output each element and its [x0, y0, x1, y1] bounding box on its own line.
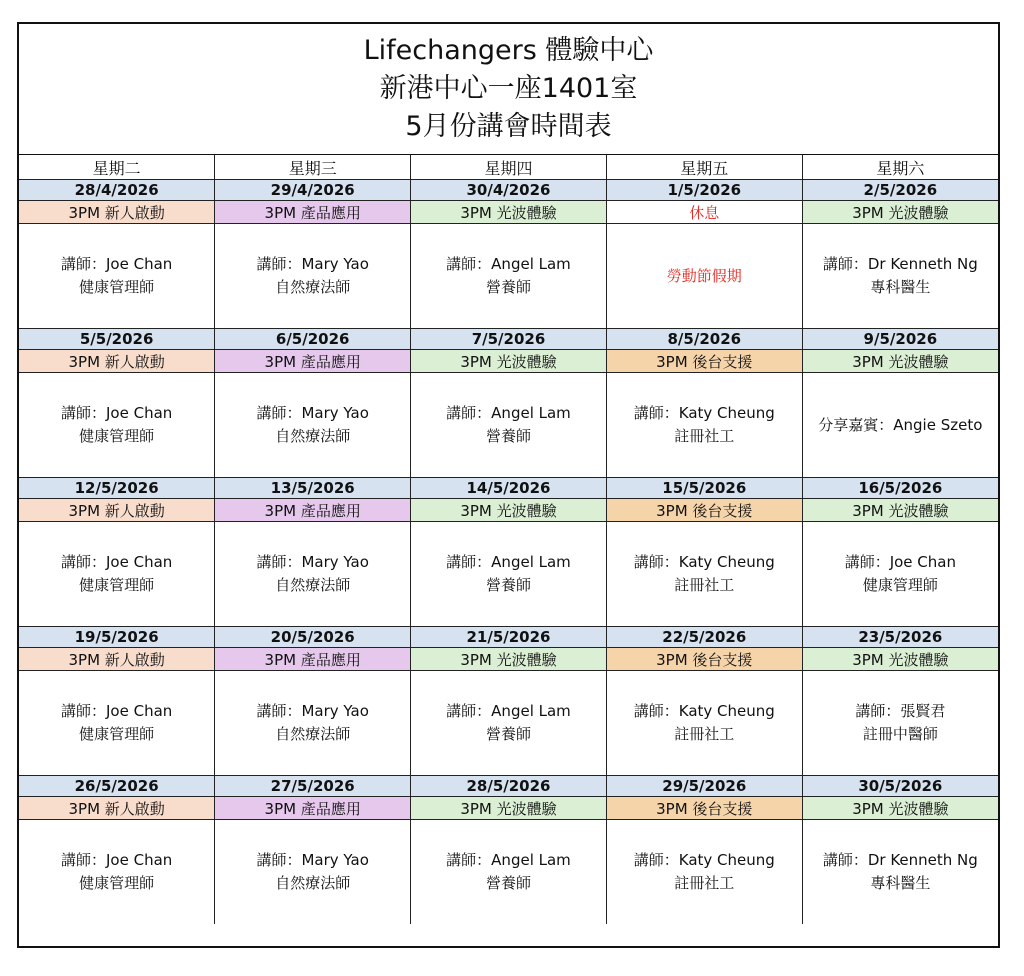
speaker-name: 講師：Joe Chan: [61, 851, 173, 869]
event-cell: 3PM 光波體驗: [802, 499, 998, 522]
date-cell: 13/5/2026: [215, 478, 411, 499]
speaker-cell: [606, 671, 802, 776]
speaker-title: 自然療法師: [275, 874, 351, 892]
speaker-title: 營養師: [485, 427, 531, 445]
date-cell: 28/4/2026: [19, 180, 215, 201]
event-cell: 3PM 新人啟動: [19, 499, 215, 522]
speaker-title: 營養師: [485, 278, 531, 296]
speaker-title: 健康管理師: [862, 576, 938, 594]
speaker-cell: [802, 820, 998, 925]
event-row: [19, 797, 998, 820]
speaker-title: 專科醫生: [870, 874, 931, 892]
date-cell: 6/5/2026: [215, 329, 411, 350]
event-cell: 3PM 新人啟動: [19, 350, 215, 373]
event-cell: 3PM 後台支援: [606, 648, 802, 671]
speaker-name: 講師：張賢君: [855, 702, 946, 720]
speaker-title: 營養師: [485, 725, 531, 743]
speaker-name: 講師：Angel Lam: [446, 255, 571, 273]
date-cell: 20/5/2026: [215, 627, 411, 648]
weekday-header: 星期二: [19, 155, 215, 180]
date-cell: 26/5/2026: [19, 776, 215, 797]
event-row: [19, 201, 998, 224]
speaker-name: 講師：Angel Lam: [446, 702, 571, 720]
speaker-cell: [802, 671, 998, 776]
speaker-title: 健康管理師: [79, 278, 155, 296]
weekday-header: 星期六: [802, 155, 998, 180]
weekday-header: 星期四: [411, 155, 607, 180]
speaker-cell: [802, 522, 998, 627]
event-row: [19, 499, 998, 522]
date-cell: 5/5/2026: [19, 329, 215, 350]
speaker-title: 自然療法師: [275, 278, 351, 296]
date-cell: 29/4/2026: [215, 180, 411, 201]
speaker-name: 講師：Katy Cheung: [633, 404, 775, 422]
speaker-title: 自然療法師: [275, 576, 351, 594]
speaker-cell: [19, 820, 215, 925]
event-cell: 3PM 後台支援: [606, 797, 802, 820]
speaker-title: 自然療法師: [275, 427, 351, 445]
speaker-name: 講師：Mary Yao: [256, 851, 369, 869]
speaker-title: 健康管理師: [79, 874, 155, 892]
rest-day-cell: 休息: [606, 201, 802, 224]
speaker-name: 講師：Angel Lam: [446, 851, 571, 869]
schedule-table-body: [19, 155, 998, 924]
speaker-name: 講師：Dr Kenneth Ng: [822, 851, 978, 869]
event-row: [19, 350, 998, 373]
date-row: [19, 776, 998, 797]
title-block: [19, 24, 998, 155]
date-cell: 27/5/2026: [215, 776, 411, 797]
event-cell: 3PM 產品應用: [215, 350, 411, 373]
event-cell: 3PM 新人啟動: [19, 201, 215, 224]
date-row: [19, 180, 998, 201]
center-name-title: Lifechangers 體驗中心: [363, 35, 654, 66]
speaker-cell: [411, 522, 607, 627]
event-cell: 3PM 光波體驗: [411, 648, 607, 671]
event-cell: 3PM 光波體驗: [802, 797, 998, 820]
speaker-title: 自然療法師: [275, 725, 351, 743]
speaker-row: [19, 373, 998, 478]
event-cell: 3PM 產品應用: [215, 499, 411, 522]
speaker-name: 講師：Katy Cheung: [633, 553, 775, 571]
date-cell: 29/5/2026: [606, 776, 802, 797]
speaker-name: 講師：Joe Chan: [61, 553, 173, 571]
speaker-cell: [411, 820, 607, 925]
schedule-title: 5月份講會時間表: [405, 111, 612, 142]
date-cell: 21/5/2026: [411, 627, 607, 648]
speaker-row: [19, 224, 998, 329]
speaker-name: 講師：Mary Yao: [256, 702, 369, 720]
speaker-cell: [606, 373, 802, 478]
speaker-row: [19, 671, 998, 776]
speaker-cell: [411, 224, 607, 329]
speaker-cell: [215, 671, 411, 776]
speaker-title: 註冊社工: [674, 427, 735, 445]
speaker-title: 健康管理師: [79, 576, 155, 594]
speaker-title: 健康管理師: [79, 725, 155, 743]
speaker-cell: [411, 671, 607, 776]
date-cell: 12/5/2026: [19, 478, 215, 499]
event-cell: 3PM 後台支援: [606, 350, 802, 373]
schedule-table: [19, 155, 998, 924]
event-cell: 3PM 後台支援: [606, 499, 802, 522]
event-cell: 3PM 光波體驗: [411, 350, 607, 373]
speaker-name: 講師：Joe Chan: [61, 702, 173, 720]
holiday-label: 勞動節假期: [666, 266, 742, 285]
date-row: [19, 627, 998, 648]
event-cell: 3PM 光波體驗: [411, 201, 607, 224]
speaker-row: [19, 522, 998, 627]
speaker-cell: [19, 224, 215, 329]
speaker-cell: [411, 373, 607, 478]
event-cell: 3PM 產品應用: [215, 201, 411, 224]
schedule-sheet: [17, 22, 1000, 948]
date-row: [19, 329, 998, 350]
speaker-cell: [606, 522, 802, 627]
speaker-title: 營養師: [485, 874, 531, 892]
date-cell: 14/5/2026: [411, 478, 607, 499]
speaker-cell: [215, 373, 411, 478]
speaker-name: 講師：Joe Chan: [844, 553, 956, 571]
speaker-name: 講師：Angel Lam: [446, 404, 571, 422]
speaker-title: 健康管理師: [79, 427, 155, 445]
event-cell: 3PM 光波體驗: [802, 350, 998, 373]
speaker-cell: [215, 820, 411, 925]
date-cell: 19/5/2026: [19, 627, 215, 648]
speaker-title: 專科醫生: [870, 278, 931, 296]
event-cell: 3PM 產品應用: [215, 797, 411, 820]
date-cell: 2/5/2026: [802, 180, 998, 201]
date-cell: 16/5/2026: [802, 478, 998, 499]
date-row: [19, 478, 998, 499]
speaker-name: 講師：Joe Chan: [61, 255, 173, 273]
date-cell: 7/5/2026: [411, 329, 607, 350]
weekday-header: 星期三: [215, 155, 411, 180]
speaker-name: 講師：Dr Kenneth Ng: [822, 255, 978, 273]
speaker-cell: [19, 671, 215, 776]
speaker-name: 講師：Katy Cheung: [633, 851, 775, 869]
speaker-title: 營養師: [485, 576, 531, 594]
speaker-cell: [19, 373, 215, 478]
speaker-title: 註冊社工: [674, 725, 735, 743]
speaker-row: [19, 820, 998, 925]
event-cell: 3PM 光波體驗: [802, 201, 998, 224]
date-cell: 22/5/2026: [606, 627, 802, 648]
date-cell: 28/5/2026: [411, 776, 607, 797]
date-cell: 23/5/2026: [802, 627, 998, 648]
date-cell: 30/5/2026: [802, 776, 998, 797]
speaker-title: 註冊社工: [674, 874, 735, 892]
event-row: [19, 648, 998, 671]
event-cell: 3PM 光波體驗: [411, 499, 607, 522]
speaker-cell: [802, 224, 998, 329]
speaker-cell: [215, 522, 411, 627]
weekday-header: 星期五: [606, 155, 802, 180]
date-cell: 9/5/2026: [802, 329, 998, 350]
center-address-title: 新港中心一座1401室: [379, 73, 638, 104]
speaker-name: 分享嘉賓：Angie Szeto: [818, 415, 983, 434]
date-cell: 8/5/2026: [606, 329, 802, 350]
speaker-name: 講師：Angel Lam: [446, 553, 571, 571]
event-cell: 3PM 光波體驗: [411, 797, 607, 820]
date-cell: 1/5/2026: [606, 180, 802, 201]
date-cell: 30/4/2026: [411, 180, 607, 201]
speaker-cell: [802, 373, 998, 478]
event-cell: 3PM 光波體驗: [802, 648, 998, 671]
speaker-title: 註冊中醫師: [862, 725, 938, 743]
event-cell: 3PM 產品應用: [215, 648, 411, 671]
speaker-cell: [19, 522, 215, 627]
speaker-cell: [215, 224, 411, 329]
speaker-name: 講師：Mary Yao: [256, 255, 369, 273]
speaker-name: 講師：Mary Yao: [256, 404, 369, 422]
event-cell: 3PM 新人啟動: [19, 797, 215, 820]
speaker-name: 講師：Katy Cheung: [633, 702, 775, 720]
speaker-cell: [606, 820, 802, 925]
event-cell: 3PM 新人啟動: [19, 648, 215, 671]
speaker-name: 講師：Joe Chan: [61, 404, 173, 422]
weekday-header-row: [19, 155, 998, 180]
speaker-cell: [606, 224, 802, 329]
speaker-name: 講師：Mary Yao: [256, 553, 369, 571]
speaker-title: 註冊社工: [674, 576, 735, 594]
date-cell: 15/5/2026: [606, 478, 802, 499]
